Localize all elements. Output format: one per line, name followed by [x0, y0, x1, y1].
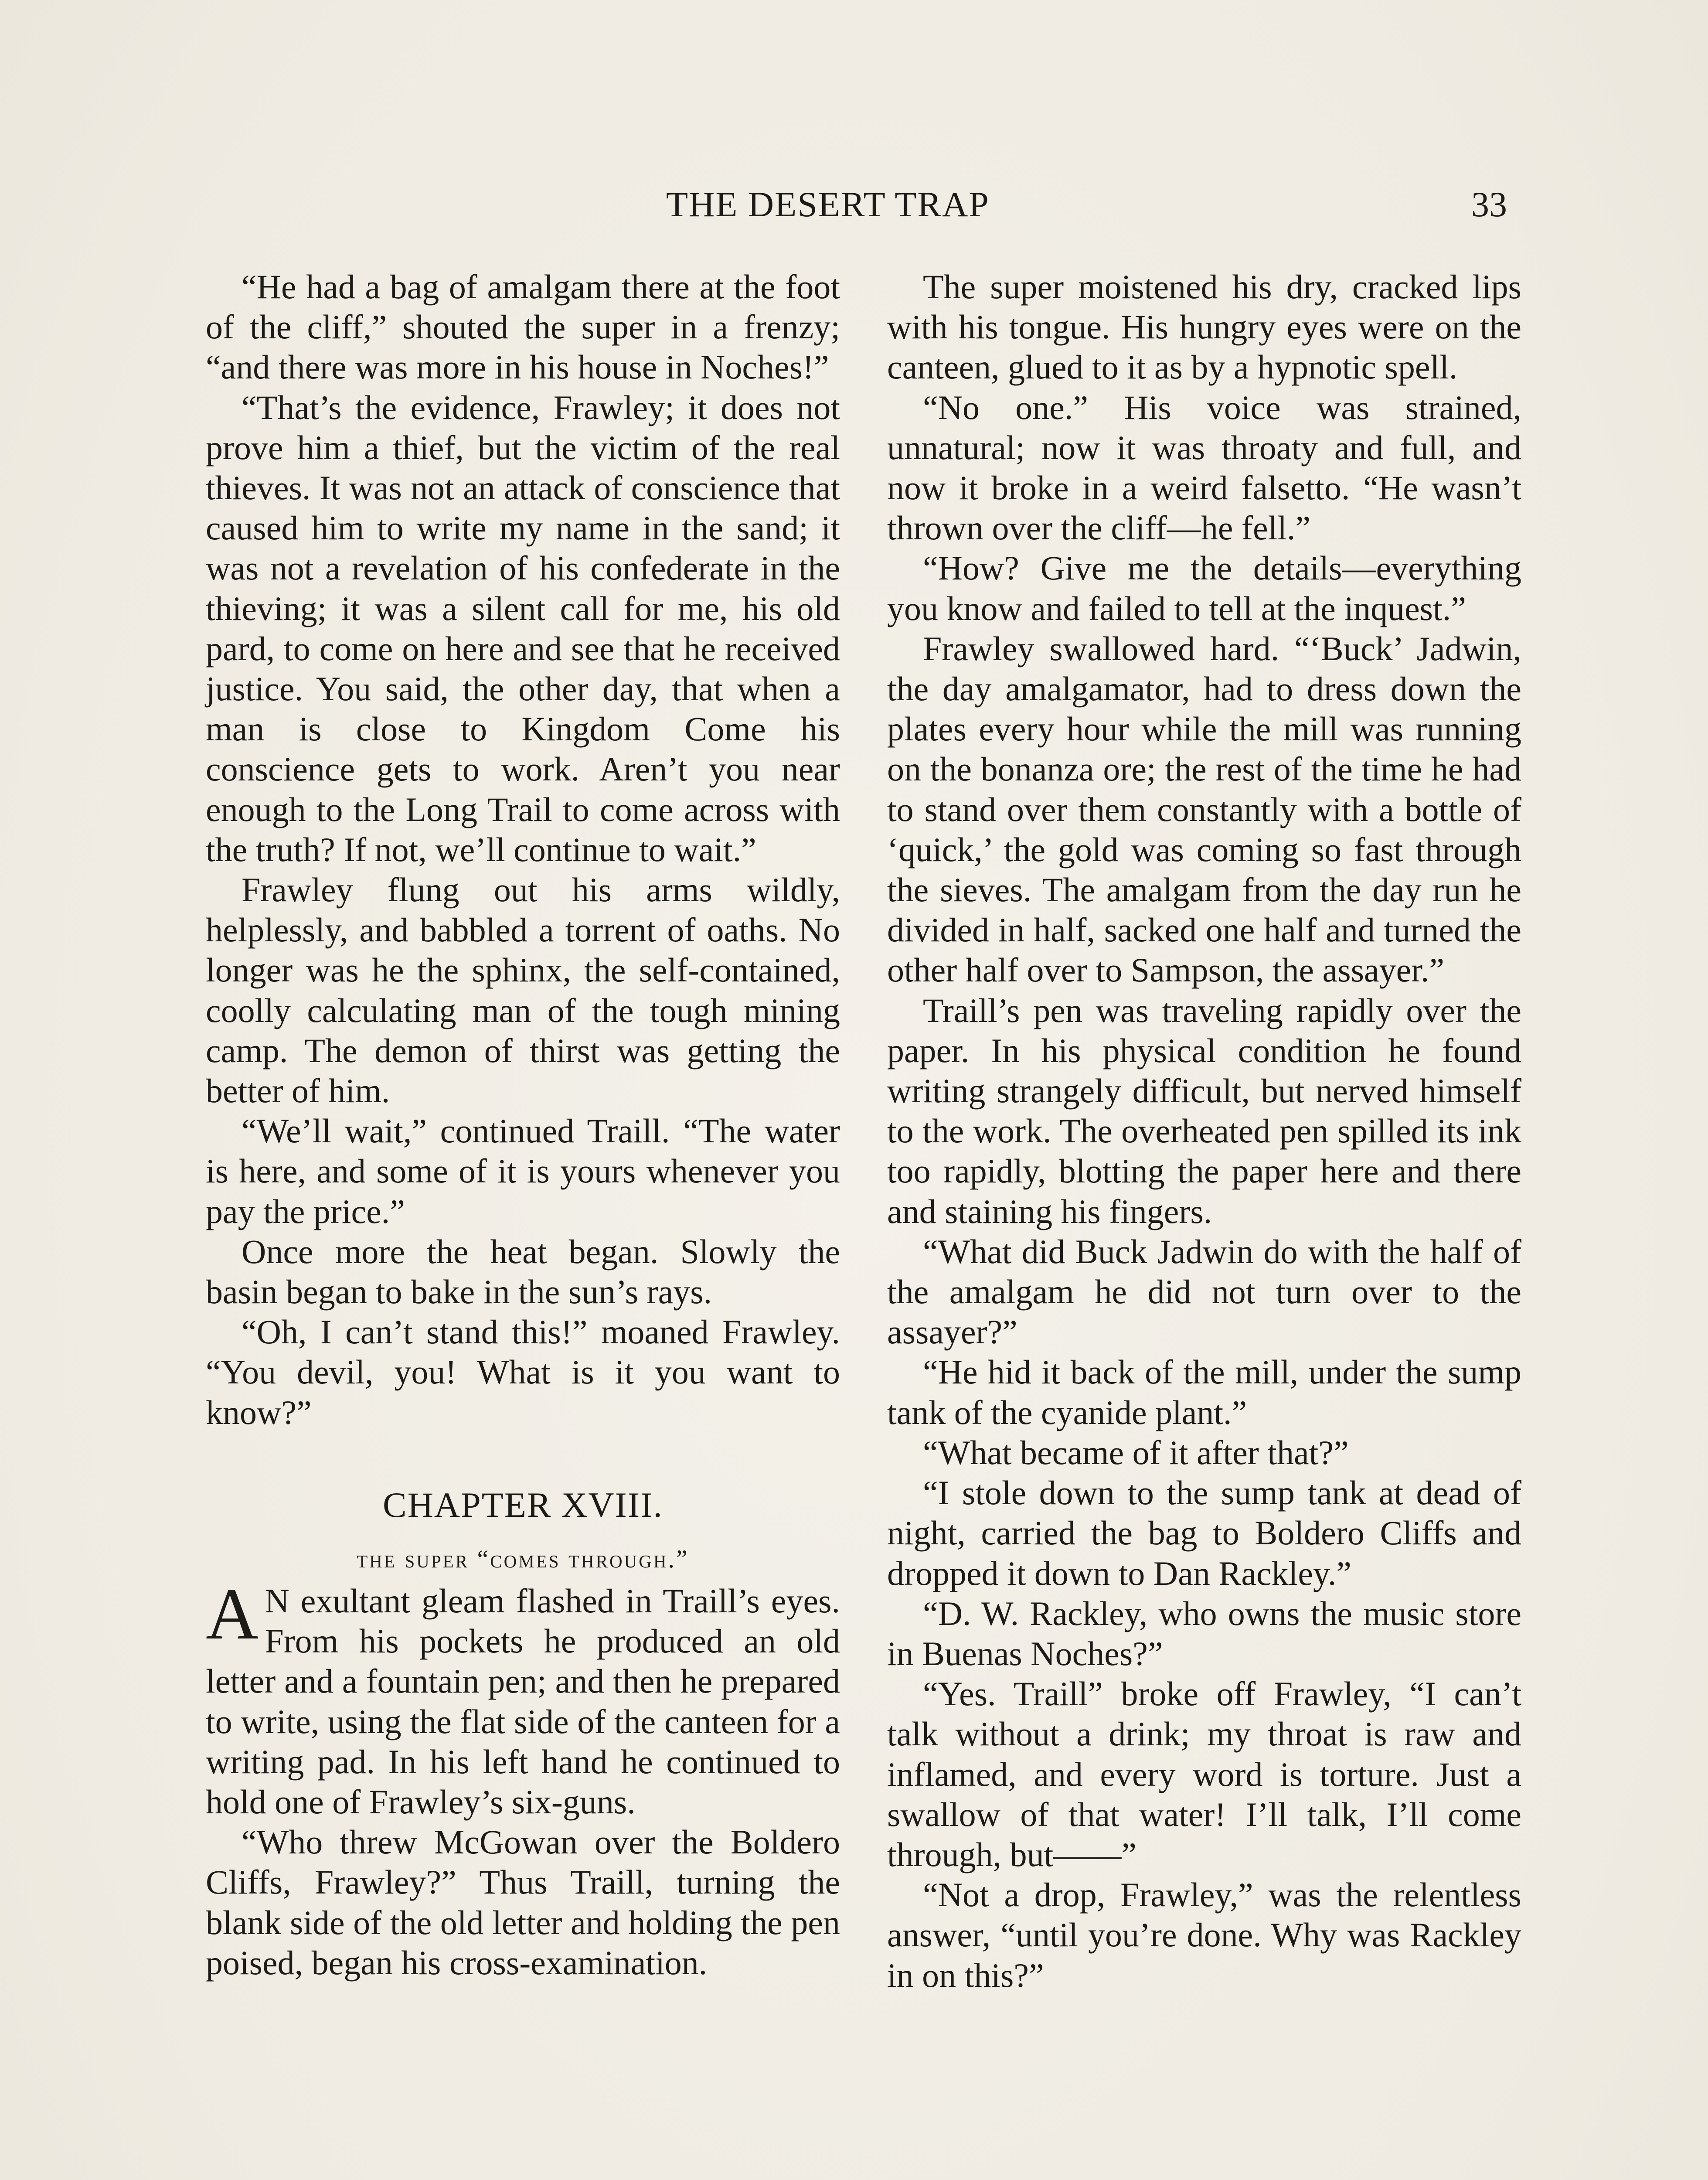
drop-cap: A	[206, 1573, 259, 1655]
running-head-title: THE DESERT TRAP	[666, 184, 990, 224]
paragraph: “We’ll wait,” continued Traill. “The water is here, and some of it is yours whenever you pay the price.”	[206, 1112, 840, 1230]
paragraph: “Who threw McGowan over the Boldero Cliffs, Frawley?” Thus Traill, turning the blank side of the old letter and holding the pen poised, began his cross-examination.	[206, 1823, 840, 1982]
chapter-opening-paragraph	[206, 1573, 840, 1822]
paragraph: “He hid it back of the mill, under the sump tank of the cyanide plant.”	[887, 1353, 1521, 1431]
paragraph: Once more the heat began. Slowly the basin began to bake in the sun’s rays.	[206, 1232, 840, 1311]
paragraph: “No one.” His voice was strained, unnatural; now it was throaty and full, and now it broke in a weird falsetto. “He wasn’t thrown over the cliff—he fell.”	[887, 388, 1521, 547]
left-column	[206, 267, 840, 1983]
paragraph: “Yes. Traill” broke off Frawley, “I can’t talk without a drink; my throat is raw and inflamed, and every word is torture. Just a swallow of that water! I’ll talk, I’ll come through, but——”	[887, 1675, 1521, 1873]
paragraph: Frawley swallowed hard. “‘Buck’ Jadwin, the day amalgamator, had to dress down the plates every hour while the mill was running on the bonanza ore; the rest of the time he had to stand over them constantly with a bottle of ‘quick,’ the gold was coming so fast through the sieves. The amalgam from the day run he divided in half, sacked one half and turned the other half over to Sampson, the assayer.”	[887, 629, 1521, 989]
paragraph: “What did Buck Jadwin do with the half of the amalgam he did not turn over to the assayer?”	[887, 1232, 1521, 1351]
paragraph: The super moistened his dry, cracked lips with his tongue. His hungry eyes were on the canteen, glued to it as by a hypnotic spell.	[887, 268, 1521, 386]
paragraph: “He had a bag of amalgam there at the foot of the cliff,” shouted the super in a frenzy; “and there was more in his house in Noches!”	[206, 268, 840, 386]
paragraph: “Oh, I can’t stand this!” moaned Frawley. “You devil, you! What is it you want to know?”	[206, 1313, 840, 1431]
chapter-subtitle: the super “comes through.”	[357, 1544, 689, 1573]
paragraph: “That’s the evidence, Frawley; it does not prove him a thief, but the victim of the real thieves. It was not an attack of conscience that caused him to write my name in the sand; it was not a revelation of his confederate in the thieving; it was a silent call for me, his old pard, to come on here and see that he received justice. You said, the other day, that when a man is close to Kingdom Come his conscience gets to work. Aren’t you near enough to the Long Trail to come across with the truth? If not, we’ll continue to wait.”	[206, 388, 840, 869]
paragraph: Traill’s pen was traveling rapidly over the paper. In his physical condition he found writing strangely difficult, but nerved himself to the work. The overheated pen spilled its ink too rapidly, blotting the paper here and there and staining his fingers.	[887, 991, 1521, 1230]
paragraph: “D. W. Rackley, who owns the music store in Buenas Noches?”	[887, 1594, 1521, 1672]
chapter-heading: CHAPTER XVIII.	[383, 1485, 663, 1525]
paragraph: “What became of it after that?”	[923, 1433, 1349, 1472]
paragraph: “Not a drop, Frawley,” was the relentless answer, “until you’re done. Why was Rackley in on this?”	[887, 1876, 1521, 1994]
page-number: 33	[1471, 184, 1507, 224]
paragraph: “I stole down to the sump tank at dead of night, carried the bag to Boldero Cliffs and dropped it down to Dan Rackley.”	[887, 1474, 1521, 1592]
paragraph: Frawley flung out his arms wildly, helplessly, and babbled a torrent of oaths. No longer was he the sphinx, the self-contained, coolly calculating man of the tough mining camp. The demon of thirst was getting the better of him.	[206, 871, 840, 1110]
opening-paragraph-text: N exultant gleam flashed in Traill’s eyes. From his pockets he produced an old letter and a fountain pen; and then he prepared to write, using the flat side of the canteen for a writing pad. In his left hand he continued to hold one of Frawley’s six-guns.	[206, 1581, 840, 1821]
right-column	[887, 267, 1521, 1996]
paragraph: “How? Give me the details—everything you know and failed to tell at the inquest.”	[887, 549, 1521, 627]
